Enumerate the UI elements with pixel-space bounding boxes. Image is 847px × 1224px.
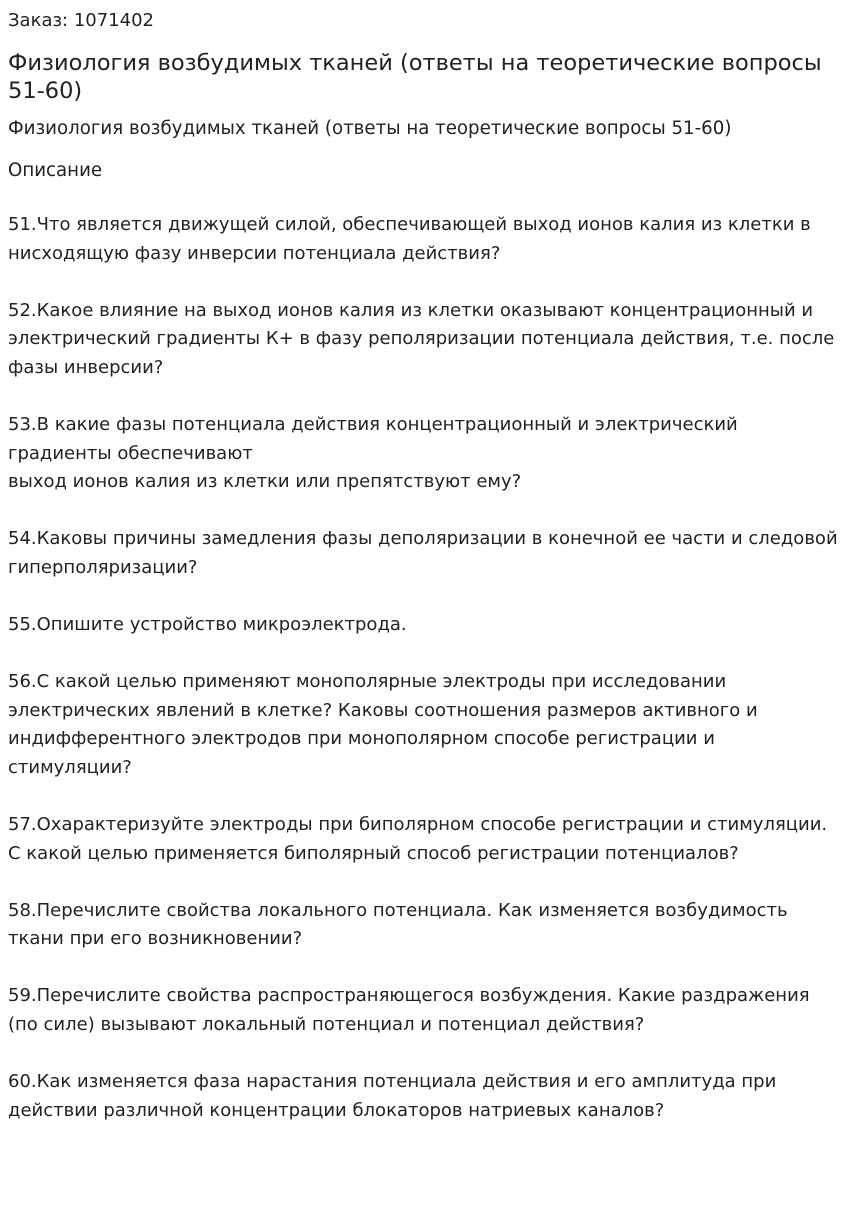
question-item: 59.Перечислите свойства распространяющегося возбуждения. Какие раздражения (по силе) вызывают локальный потенциал и потенциал действия? <box>8 985 810 1035</box>
question-item: 57.Охарактеризуйте электроды при биполярном способе регистрации и стимуляции. С какой целью применяется биполярный способ регистрации потенциалов? <box>8 813 828 864</box>
question-item: 55.Опишите устройство микроэлектрода. <box>8 613 407 635</box>
page-title: Физиология возбудимых тканей (ответы на теоретические вопросы 51-60) <box>8 50 822 104</box>
description-heading: Описание <box>8 160 103 181</box>
order-number: Заказ: 1071402 <box>8 10 154 31</box>
page-subtitle: Физиология возбудимых тканей (ответы на теоретические вопросы 51-60) <box>8 118 732 139</box>
question-item: 54.Каковы причины замедления фазы деполяризации в конечной ее части и следовой гиперполяризации? <box>8 528 838 578</box>
question-item: 53.В какие фазы потенциала действия концентрационный и электрический градиенты обеспечивают выход ионов калия из клетки или препятствуют ему? <box>8 413 738 493</box>
question-item: 52.Какое влияние на выход ионов калия из клетки оказывают концентрационный и электрический градиенты К+ в фазу реполяризации потенциала действия, т.е. после фазы инверсии? <box>8 299 835 378</box>
question-item: 58.Перечислите свойства локального потенциала. Как изменяется возбудимость ткани при его возникновении? <box>8 899 788 950</box>
question-list <box>8 211 842 1125</box>
question-item: 51.Что является движущей силой, обеспечивающей выход ионов калия из клетки в нисходящую фазу инверсии потенциала действия? <box>8 214 811 264</box>
question-item: 56.С какой целью применяют монополярные электроды при исследовании электрических явлений в клетке? Каковы соотношения размеров активного и индифферентного электродов при монополярном способе регистрации и стимуляции? <box>8 671 758 778</box>
document-page <box>8 0 842 1154</box>
question-item: 60.Как изменяется фаза нарастания потенциала действия и его амплитуда при действии различной концентрации блокаторов натриевых каналов? <box>8 1070 777 1121</box>
